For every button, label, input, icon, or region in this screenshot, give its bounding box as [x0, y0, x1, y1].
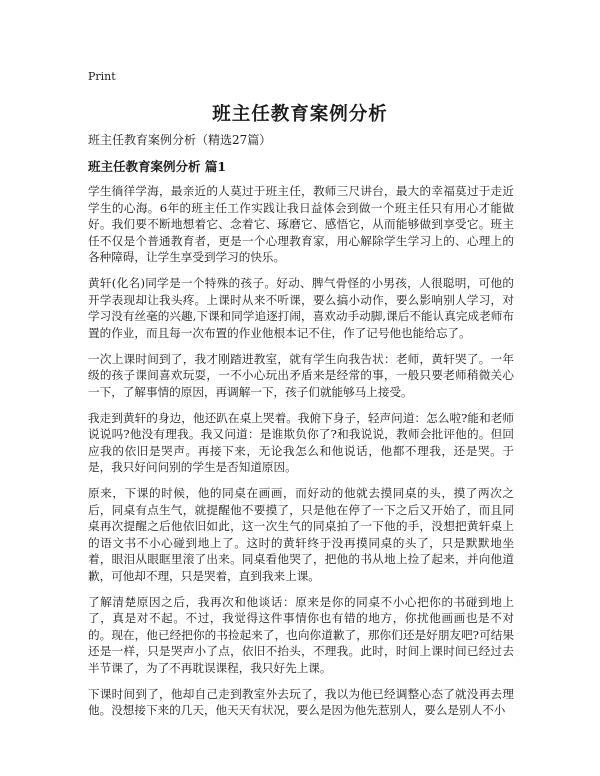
page-title: 班主任教育案例分析	[212, 104, 388, 125]
document-subtitle: 班主任教育案例分析（精选27篇）	[88, 133, 272, 147]
paragraph-1: 学生徜徉学海，最亲近的人莫过于班主任，教师三尺讲台，最大的幸福莫过于走近学生的心海。6年的班主任工作实践让我日益体会到做一个班主任只有用心才能做好。我们要不断地想着它、念着它、琢磨它、感悟它，从而能够做到享受它。班主任不仅是个普通教育者，更是一个心理教育家，用心解除学生学习上的、心理上的各种障碍，让学生享受到学习的快乐。	[88, 184, 514, 264]
paragraph-4: 我走到黄轩的身边，他还趴在桌上哭着。我俯下身子，轻声问道：怎么啦?能和老师说说吗?他没有理我。我又问道：是谁欺负你了?和我说说，教师会批评他的。但回应我的依旧是哭声。再接下来，无论我怎么和他说话，他都不理我，还是哭。于是，我只好问问别的学生是否知道原因。	[88, 410, 514, 474]
paragraph-5: 原来，下课的时候，他的同桌在画画，而好动的他就去摸同桌的头，摸了两次之后，同桌有点生气，就提醒他不要摸了，只是他在停了一下之后又开始了，而且同桌再次提醒之后他依旧如此，这一次生气的同桌拍了一下他的手，没想把黄轩桌上的语文书不小心碰到地上了。这时的黄轩终于没再摸同桌的头了，只是默默地坐着，眼泪从眼眶里滚了出来。同桌看他哭了，把他的书从地上捡了起来，并向他道歉，可他却不理，只是哭着，直到我来上课。	[88, 486, 514, 583]
section-heading: 班主任教育案例分析 篇1	[88, 159, 227, 174]
article-body	[88, 183, 514, 728]
paragraph-3: 一次上课时间到了，我才刚踏进教室，就有学生向我告状：老师，黄轩哭了。一年级的孩子课间喜欢玩耍，一不小心玩出矛盾来是经常的事，一般只要老师稍微关心一下，了解事情的原因，再调解一下，孩子们就能够马上接受。	[88, 351, 514, 399]
print-label: Print	[88, 70, 116, 83]
paragraph-7: 下课时间到了，他却自己走到教室外去玩了，我以为他已经调整心态了就没再去理他。没想接下来的几天，他天天有状况，要么是因为他先惹别人，要么是别人不小	[88, 686, 514, 717]
paragraph-2: 黄轩(化名)同学是一个特殊的孩子。好动、脾气骨怪的小男孩，人很聪明，可他的开学表现却让我头疼。上课时从来不听课，要么搞小动作，要么影响别人学习，对学习没有丝毫的兴趣,下课和同学追逐打闹，喜欢动手动脚,课后不能认真完成老师布置的作业，而且每一次布置的作业他根本记不住，作了记号他也能给忘了。	[88, 276, 514, 340]
paragraph-6: 了解清楚原因之后，我再次和他谈话：原来是你的同桌不小心把你的书碰到地上了，真是对不起。不过，我觉得这件事情你也有错的地方，你扰他画画也是不对的。现在，他已经把你的书捡起来了，也向你道歉了，那你们还是好朋友吧?可结果还是一样，只是哭声小了点，依旧不抬头，不理我。此时，时间上课时间已经过去半节课了，为了不再耽误课程，我只好先上课。	[88, 594, 514, 675]
